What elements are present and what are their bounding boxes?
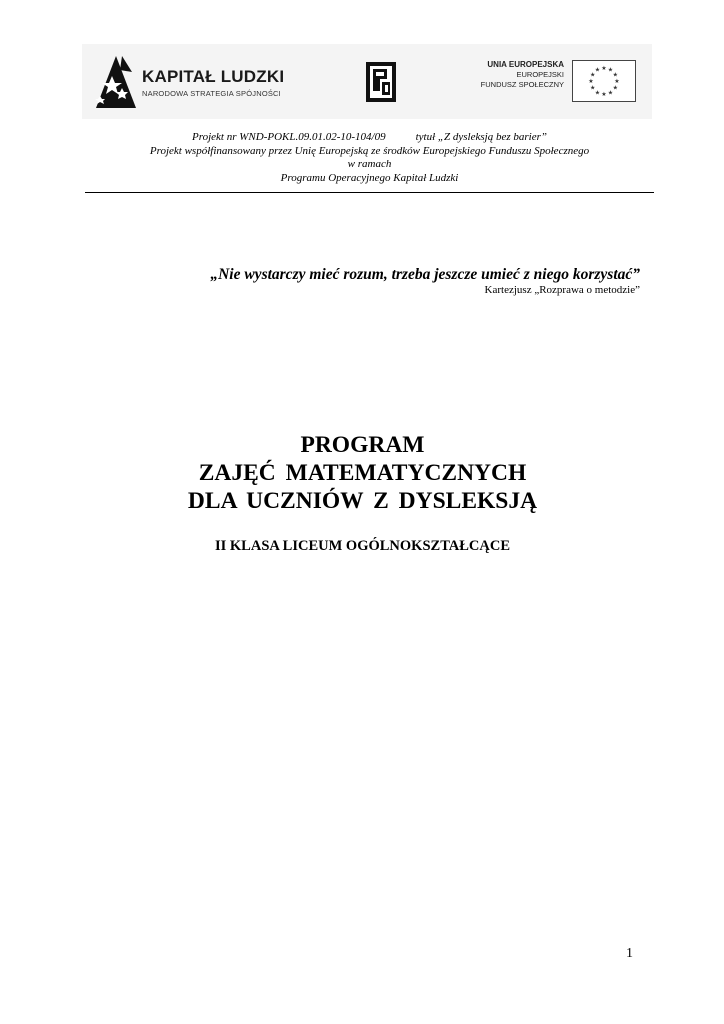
project-title: tytuł „Z dysleksją bez barier” — [415, 131, 547, 143]
eu-star-icon: ★ — [607, 90, 614, 97]
page-number: 1 — [626, 946, 633, 961]
kapital-ludzki-subtitle: NARODOWA STRATEGIA SPÓJNOŚCI — [142, 89, 281, 98]
eu-star-icon: ★ — [614, 79, 620, 85]
kapital-ludzki-logo — [92, 52, 302, 110]
cofinanced-line: Projekt współfinansowany przez Unię Europejską ze środków Europejskiego Funduszu Społecznego — [149, 144, 590, 157]
header-divider — [85, 192, 654, 193]
eu-star-icon: ★ — [601, 66, 607, 72]
eu-star-icon: ★ — [612, 72, 618, 79]
kapital-ludzki-mark-icon — [92, 52, 140, 110]
title-line-1: PROGRAM — [300, 432, 425, 458]
document-subtitle: II KLASA LICEUM OGÓLNOKSZTAŁCĄCE — [214, 538, 511, 554]
within-line: w ramach — [347, 158, 392, 170]
eu-star-icon: ★ — [607, 67, 614, 74]
project-number: Projekt nr WND-POKL.09.01.02-10-104/09 — [192, 131, 386, 143]
project-header — [85, 131, 654, 185]
title-line-3: DLA UCZNIÓW Z DYSLEKSJĄ — [187, 488, 538, 514]
eu-line-1: UNIA EUROPEJSKA — [487, 60, 564, 69]
eu-logo-text — [481, 60, 564, 89]
epigraph-quote: „Nie wystarczy mieć rozum, trzeba jeszcze umieć z niego korzystać” — [210, 266, 640, 283]
eu-line-3: FUNDUSZ SPOŁECZNY — [480, 79, 564, 89]
document-title — [85, 431, 640, 515]
logo-band — [82, 44, 652, 119]
eu-line-2: EUROPEJSKI — [516, 70, 564, 79]
eu-star-icon: ★ — [590, 72, 596, 79]
programme-line: Programu Operacyjnego Kapitał Ludzki — [280, 171, 459, 184]
eu-star-icon: ★ — [590, 85, 596, 92]
epigraph-author: Kartezjusz „Rozprawa o metodzie” — [484, 284, 640, 296]
eu-star-icon: ★ — [601, 92, 607, 98]
project-header-line-1 — [85, 131, 654, 145]
title-line-2: ZAJĘĆ MATEMATYCZNYCH — [198, 460, 527, 486]
eu-star-icon: ★ — [594, 90, 601, 97]
eu-star-icon: ★ — [594, 67, 601, 74]
center-logo-icon — [366, 62, 396, 102]
eu-star-icon: ★ — [588, 79, 594, 85]
eu-star-icon: ★ — [612, 85, 618, 92]
kapital-ludzki-title: KAPITAŁ LUDZKI — [142, 67, 285, 86]
eu-flag-icon — [572, 60, 636, 102]
eu-logo — [462, 60, 636, 104]
